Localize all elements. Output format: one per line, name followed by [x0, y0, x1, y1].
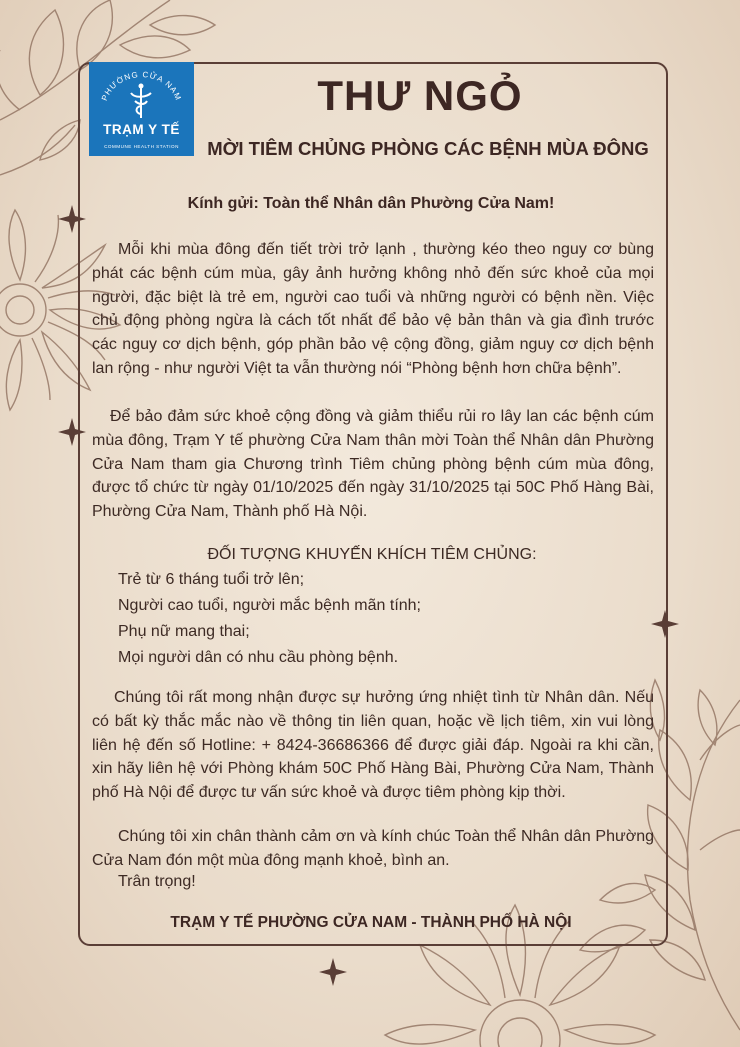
page-title: THƯ NGỎ [317, 72, 523, 119]
targets-heading: ĐỐI TƯỢNG KHUYẾN KHÍCH TIÊM CHỦNG: [207, 546, 537, 563]
targets-list [118, 567, 421, 671]
caduceus-icon [121, 81, 161, 121]
list-item: Trẻ từ 6 tháng tuổi trở lên; [118, 571, 305, 588]
list-item: Người cao tuổi, người mắc bệnh mãn tính; [118, 597, 421, 614]
logo-sub-text: COMMUNE HEALTH STATION [104, 144, 179, 149]
closing-line: Trân trọng! [118, 873, 196, 890]
paragraph-program: Để bảo đảm sức khoẻ cộng đồng và giảm thiểu rủi ro lây lan các bệnh cúm mùa đông, Trạm Y tế phường Cửa Nam thân mời Toàn thể Nhân dân Phường Cửa Nam tham gia Chương trình Tiêm chủng phòng bệnh cúm mùa đông, được tổ chức từ ngày 01/10/2025 đến ngày 31/10/2025 tại 50C Phố Hàng Bài, Phường Cửa Nam, Thành phố Hà Nội. [92, 408, 654, 521]
page-subtitle: MỜI TIÊM CHỦNG PHÒNG CÁC BỆNH MÙA ĐÔNG [207, 138, 649, 159]
signature: TRẠM Y TẾ PHƯỜNG CỬA NAM - THÀNH PHỐ HÀ NỘI [170, 914, 572, 931]
svg-text:PHƯỜNG CỬA NAM: PHƯỜNG CỬA NAM [99, 70, 184, 103]
paragraph-thanks: Chúng tôi xin chân thành cảm ơn và kính chúc Toàn thể Nhân dân Phường Cửa Nam đón một mùa đông mạnh khoẻ, bình an. [92, 828, 654, 869]
list-item: Phụ nữ mang thai; [118, 623, 250, 640]
list-item: Mọi người dân có nhu cầu phòng bệnh. [118, 649, 399, 666]
logo-main-text: TRẠM Y TẾ [103, 122, 180, 137]
greeting: Kính gửi: Toàn thể Nhân dân Phường Cửa Nam! [187, 195, 555, 212]
paragraph-intro: Mỗi khi mùa đông đến tiết trời trở lạnh , thường kéo theo nguy cơ bùng phát các bệnh cúm mùa, gây ảnh hưởng không nhỏ đến sức khoẻ của mọi người, đặc biệt là trẻ em, người cao tuổi và những người có bệnh nền. Việc chủ động phòng ngừa là cách tốt nhất để bảo vệ bản thân và gia đình trước các nguy cơ dịch bệnh, góp phần bảo vệ cộng đồng, giảm nguy cơ dịch bệnh lan rộng - như người Việt ta vẫn thường nói “Phòng bệnh hơn chữa bệnh”. [92, 241, 654, 377]
paragraph-contact: Chúng tôi rất mong nhận được sự hưởng ứng nhiệt tình từ Nhân dân. Nếu có bất kỳ thắc mắc nào về thông tin liên quan, hoặc về lịch tiêm, xin vui lòng liên hệ đến số Hotline: + 8424-36686366 để được giải đáp. Ngoài ra khi cần, xin hãy liên hệ với Phòng khám 50C Phố Hàng Bài, Phường Cửa Nam, Thành phố Hà Nội để được tư vấn sức khoẻ và được tiêm phòng kịp thời. [92, 689, 654, 802]
station-logo [89, 62, 194, 156]
